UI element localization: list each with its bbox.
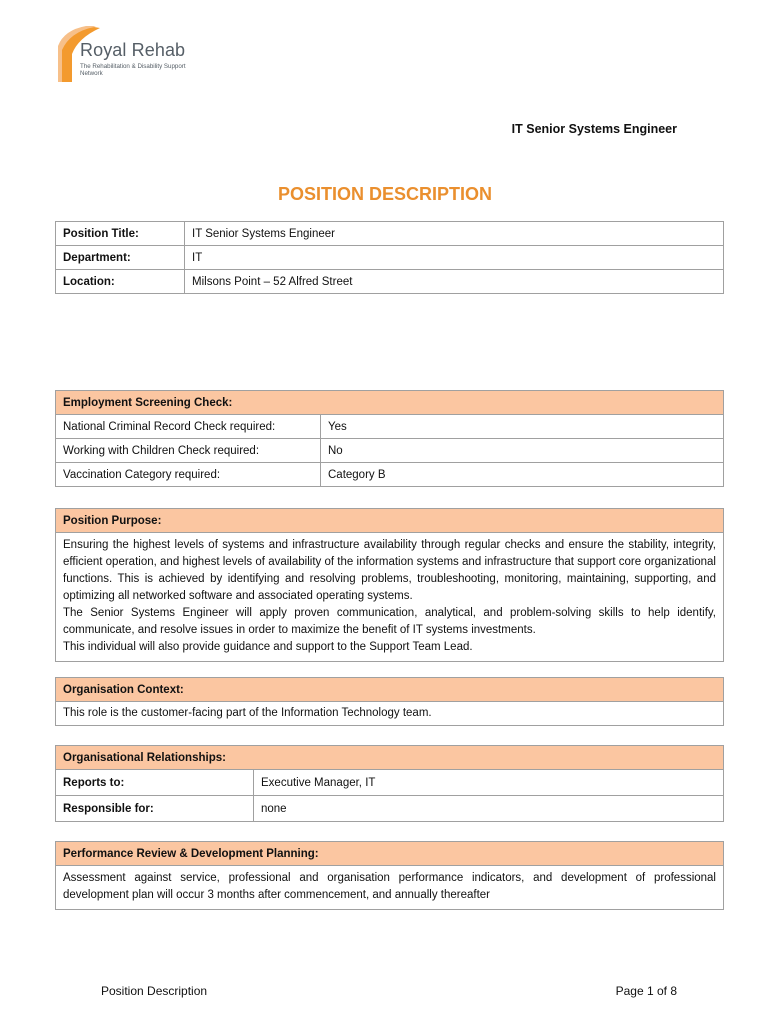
purpose-body [56,533,724,662]
header-title: IT Senior Systems Engineer [511,122,677,136]
organisation-context-table [55,677,724,726]
purpose-paragraph-3: This individual will also provide guidance and support to the Support Team Lead. [63,641,473,653]
logo-tagline: The Rehabilitation & Disability Support Network [80,63,186,77]
footer-page-number: Page 1 of 8 [615,984,677,998]
position-info-table [55,221,724,294]
performance-heading: Performance Review & Development Planning: [56,842,724,866]
criminal-check-label: National Criminal Record Check required: [56,415,321,439]
relationships-heading: Organisational Relationships: [56,746,724,770]
reports-to-value: Executive Manager, IT [254,770,724,796]
department-value: IT [185,246,724,270]
responsible-for-label: Responsible for: [56,796,254,822]
reports-to-label: Reports to: [56,770,254,796]
vaccination-value: Category B [321,463,724,487]
performance-review-table [55,841,724,910]
table-row [56,439,724,463]
performance-text: Assessment against service, professional and organisation performance indicators, and development of professional development plan will occur 3 months after commencement, and annually thereafter [56,866,724,910]
table-row [56,770,724,796]
table-row [56,415,724,439]
relationships-table [55,745,724,822]
table-row [56,796,724,822]
position-title-value: IT Senior Systems Engineer [185,222,724,246]
table-row [56,270,724,294]
children-check-value: No [321,439,724,463]
footer-document-name: Position Description [101,984,208,998]
table-row [56,246,724,270]
screening-heading: Employment Screening Check: [56,391,724,415]
location-label: Location: [56,270,185,294]
logo-name: Royal Rehab [80,40,186,60]
screening-table [55,390,724,487]
document-title: POSITION DESCRIPTION [277,184,493,204]
department-label: Department: [56,246,185,270]
purpose-heading: Position Purpose: [56,509,724,533]
children-check-label: Working with Children Check required: [56,439,321,463]
responsible-for-value: none [254,796,724,822]
purpose-paragraph-2: The Senior Systems Engineer will apply proven communication, analytical, and problem-solving skills to help identify, communicate, and resolve issues in order to maximize the benefit of IT systems investments. [63,607,716,636]
table-row [56,463,724,487]
position-title-label: Position Title: [56,222,185,246]
purpose-paragraph-1: Ensuring the highest levels of systems and infrastructure availability through regular checks and ensure the stability, integrity, efficient operation, and highest levels of availability of the information systems and infrastructure that support core organizational functions. This is achieved by identifying and resolving problems, troubleshooting, monitoring, maintaining, supporting, and optimizing all networked software and associated operating systems. [63,539,716,602]
location-value: Milsons Point – 52 Alfred Street [185,270,724,294]
vaccination-label: Vaccination Category required: [56,463,321,487]
context-text: This role is the customer-facing part of the Information Technology team. [56,702,724,726]
context-heading: Organisation Context: [56,678,724,702]
position-purpose-table [55,508,724,662]
criminal-check-value: Yes [321,415,724,439]
table-row [56,222,724,246]
